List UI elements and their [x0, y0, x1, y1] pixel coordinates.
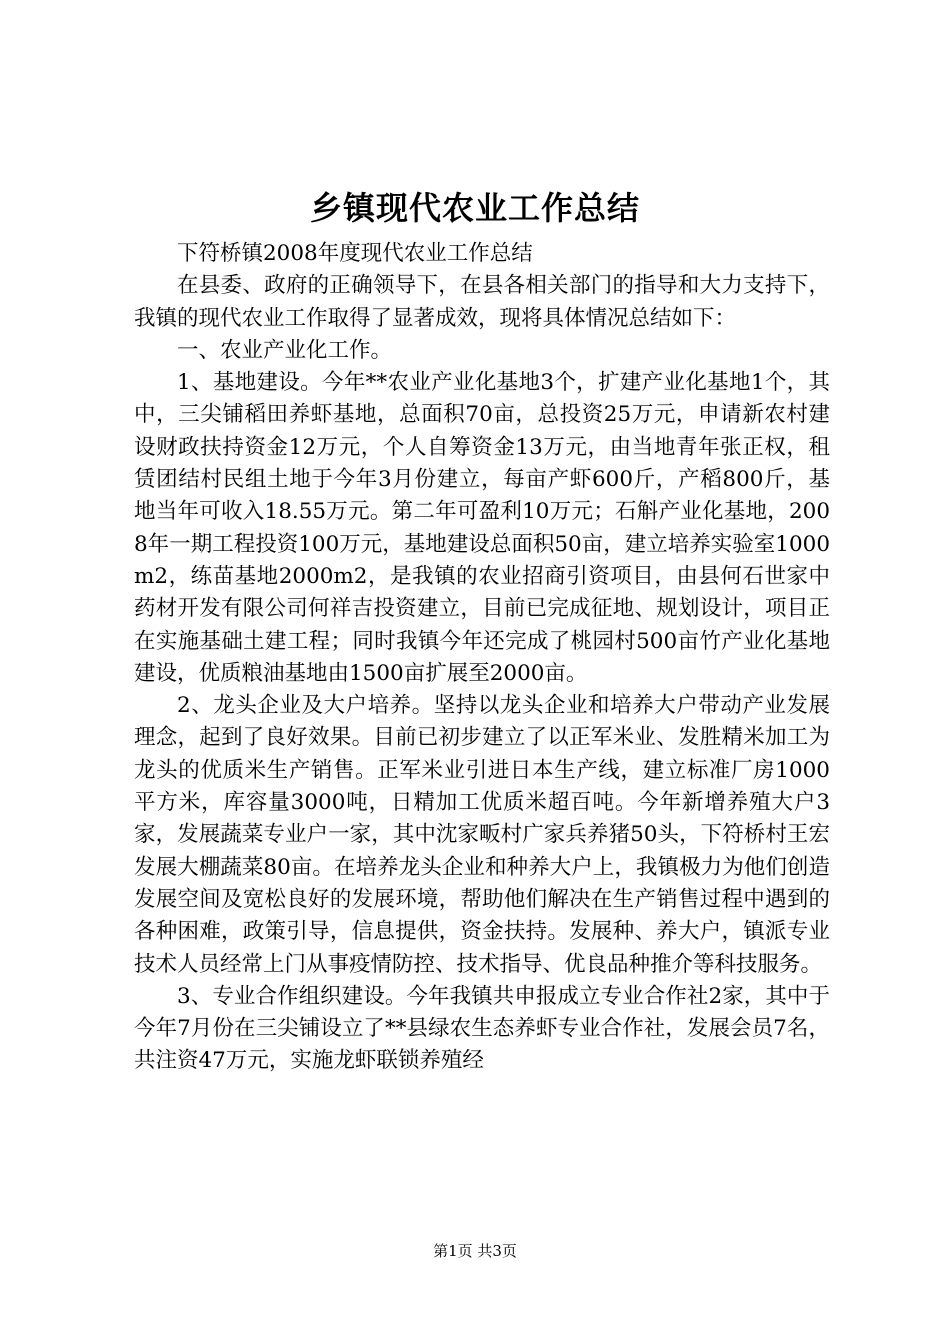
subtitle-paragraph: 下符桥镇2008年度现代农业工作总结 — [177, 241, 533, 266]
document-body — [134, 238, 830, 1078]
cooperative-paragraph: 3、专业合作组织建设。今年我镇共申报成立专业合作社2家，其中于今年7月份在三尖铺设立了**县绿农生态养虾专业合作社，发展会员7名，共注资47万元，实施龙虾联锁养殖经 — [134, 983, 830, 1074]
intro-paragraph: 在县委、政府的正确领导下，在县各相关部门的指导和大力支持下，我镇的现代农业工作取得了显著成效，现将具体情况总结如下： — [134, 273, 830, 331]
document-title: 乡镇现代农业工作总结 — [309, 189, 640, 227]
section-heading: 一、农业产业化工作。 — [177, 337, 393, 363]
page-footer: 第1页 共3页 — [433, 1242, 517, 1260]
leading-enterprise-paragraph: 2、龙头企业及大户培养。坚持以龙头企业和培养大户带动产业发展理念，起到了良好效果。目前已初步建立了以正军米业、发胜精米加工为龙头的优质米生产销售。正军米业引进日本生产线，建立标准厂房1000平方米，库容量3000吨，日精加工优质米超百吨。今年新增养殖大户3家，发展蔬菜专业户一家，其中沈家畈村广家兵养猪50头，下符桥村王宏发展大棚蔬菜80亩。在培养龙头企业和种养大户上，我镇极力为他们创造发展空间及宽松良好的发展环境，帮助他们解决在生产销售过程中遇到的各种困难，政策引导，信息提供，资金扶持。发展种、养大户，镇派专业技术人员经常上门从事疫情防控、技术指导、优良品种推介等科技服务。 — [134, 693, 830, 977]
base-construction-paragraph: 1、基地建设。今年**农业产业化基地3个，扩建产业化基地1个，其中，三尖铺稻田养虾基地，总面积70亩，总投资25万元，申请新农村建设财政扶持资金12万元，个人自筹资金13万元，由当地青年张正权，租赁团结村民组土地于今年3月份建立，每亩产虾600斤，产稻800斤，基地当年可收入18.55万元。第二年可盈利10万元；石斛产业化基地，2008年一期工程投资100万元，基地建设总面积50亩，建立培养实验室1000m2，练苗基地2000m2，是我镇的农业招商引资项目，由县何石世家中药材开发有限公司何祥吉投资建立，目前已完成征地、规划设计，项目正在实施基础土建工程；同时我镇今年还完成了桃园村500亩竹产业化基地建设，优质粮油基地由1500亩扩展至2000亩。 — [134, 370, 830, 686]
